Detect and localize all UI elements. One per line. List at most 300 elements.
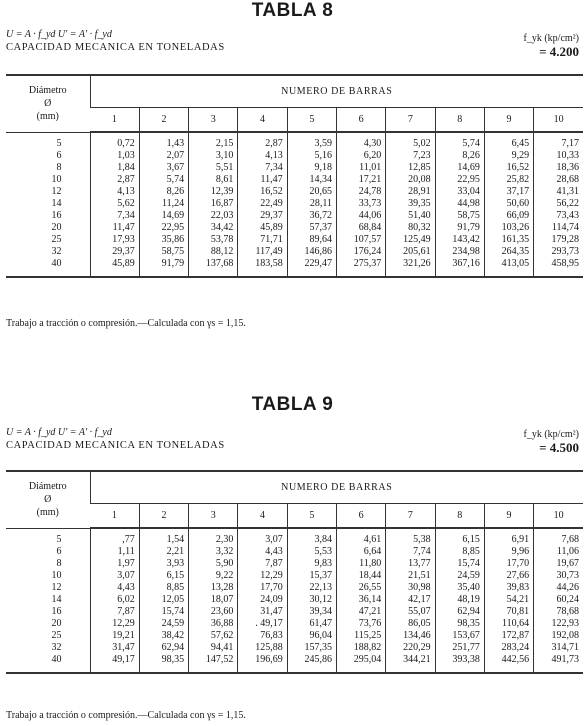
diameter-cell: 8 xyxy=(56,558,62,569)
column-header-4: 4 xyxy=(238,108,287,133)
capacity-cell: 36,14 xyxy=(336,594,385,606)
capacity-cell: 251,77 xyxy=(435,642,484,654)
capacity-cell: 5,74 xyxy=(139,174,188,186)
capacity-cell: 275,37 xyxy=(336,258,385,277)
column-header-9: 9 xyxy=(484,108,533,133)
capacity-cell: 29,37 xyxy=(238,210,287,222)
diameter-cell: 14 xyxy=(51,594,62,605)
column-header-9: 9 xyxy=(484,504,533,529)
capacity-cell: 18,07 xyxy=(189,594,238,606)
capacity-cell: 3,59 xyxy=(287,132,336,150)
capacity-cell: 57,62 xyxy=(189,630,238,642)
capacity-cell: 8,85 xyxy=(435,546,484,558)
diameter-cell: 16 xyxy=(51,210,62,221)
capacity-cell: 29,37 xyxy=(90,246,139,258)
capacity-cell: 49,17 xyxy=(90,654,139,673)
column-header-8: 8 xyxy=(435,504,484,529)
capacity-cell: 44,26 xyxy=(534,582,583,594)
column-header-6: 6 xyxy=(336,504,385,529)
capacity-cell: 1,03 xyxy=(90,150,139,162)
capacity-cell: 7,68 xyxy=(534,528,583,546)
capacity-cell: 51,40 xyxy=(386,210,435,222)
table-row xyxy=(6,132,583,150)
diameter-cell: 16 xyxy=(51,606,62,617)
table-8 xyxy=(6,74,583,278)
capacity-cell: 44,06 xyxy=(336,210,385,222)
capacity-cell: 58,75 xyxy=(139,246,188,258)
table-9-fyk-label: f_yk (kp/cm²) xyxy=(523,429,579,440)
capacity-cell: 8,85 xyxy=(139,582,188,594)
capacity-cell: 12,85 xyxy=(386,162,435,174)
capacity-cell: 19,67 xyxy=(534,558,583,570)
capacity-cell: 9,96 xyxy=(484,546,533,558)
diameter-cell: 40 xyxy=(51,654,62,665)
capacity-cell: 39,34 xyxy=(287,606,336,618)
capacity-cell: 47,21 xyxy=(336,606,385,618)
capacity-cell: 27,66 xyxy=(484,570,533,582)
capacity-cell: 15,37 xyxy=(287,570,336,582)
capacity-cell: 22,95 xyxy=(139,222,188,234)
column-header-5: 5 xyxy=(287,504,336,529)
capacity-cell: 36,88 xyxy=(189,618,238,630)
capacity-cell: 24,59 xyxy=(139,618,188,630)
column-header-10: 10 xyxy=(534,504,583,529)
capacity-cell: 42,17 xyxy=(386,594,435,606)
table-row xyxy=(6,198,583,210)
capacity-cell: 179,28 xyxy=(534,234,583,246)
capacity-cell: 0,72 xyxy=(90,132,139,150)
column-header-2: 2 xyxy=(139,108,188,133)
column-header-2: 2 xyxy=(139,504,188,529)
table-row xyxy=(6,234,583,246)
capacity-cell: 229,47 xyxy=(287,258,336,277)
capacity-cell: 16,52 xyxy=(484,162,533,174)
table-8-subtitle: CAPACIDAD MECANICA EN TONELADAS xyxy=(6,42,225,53)
column-header-1: 1 xyxy=(90,504,139,529)
capacity-cell: 22,95 xyxy=(435,174,484,186)
capacity-cell: 53,78 xyxy=(189,234,238,246)
capacity-cell: 38,42 xyxy=(139,630,188,642)
table-row xyxy=(6,258,583,277)
capacity-cell: 143,42 xyxy=(435,234,484,246)
table-row xyxy=(6,162,583,174)
diameter-cell: 20 xyxy=(51,618,62,629)
column-header-3: 3 xyxy=(189,504,238,529)
capacity-cell: 23,60 xyxy=(189,606,238,618)
capacity-cell: 192,08 xyxy=(534,630,583,642)
capacity-cell: 34,42 xyxy=(189,222,238,234)
capacity-cell: 393,38 xyxy=(435,654,484,673)
capacity-cell: 62,94 xyxy=(435,606,484,618)
capacity-cell: 5,02 xyxy=(386,132,435,150)
capacity-cell: 30,73 xyxy=(534,570,583,582)
table-row xyxy=(6,558,583,570)
capacity-cell: 367,16 xyxy=(435,258,484,277)
capacity-cell: 26,55 xyxy=(336,582,385,594)
capacity-cell: 7,74 xyxy=(386,546,435,558)
capacity-cell: 11,06 xyxy=(534,546,583,558)
capacity-cell: 1,11 xyxy=(90,546,139,558)
diameter-header-label: Diámetro xyxy=(28,85,67,97)
capacity-cell: 62,94 xyxy=(139,642,188,654)
capacity-cell: 70,81 xyxy=(484,606,533,618)
capacity-cell: 14,69 xyxy=(139,210,188,222)
capacity-cell: 5,74 xyxy=(435,132,484,150)
table-8-fyk-label: f_yk (kp/cm²) xyxy=(523,33,579,44)
capacity-cell: 115,25 xyxy=(336,630,385,642)
capacity-cell: 146,86 xyxy=(287,246,336,258)
capacity-cell: 205,61 xyxy=(386,246,435,258)
table-9-fyk-value: = 4.500 xyxy=(539,440,579,455)
capacity-cell: 5,90 xyxy=(189,558,238,570)
capacity-cell: 4,61 xyxy=(336,528,385,546)
diameter-cell: 6 xyxy=(56,546,62,557)
capacity-cell: 12,39 xyxy=(189,186,238,198)
capacity-cell: 7,87 xyxy=(90,606,139,618)
capacity-cell: 19,21 xyxy=(90,630,139,642)
capacity-cell: 22,13 xyxy=(287,582,336,594)
capacity-cell: 157,35 xyxy=(287,642,336,654)
capacity-cell: 17,70 xyxy=(238,582,287,594)
capacity-cell: 7,34 xyxy=(90,210,139,222)
capacity-cell: 8,26 xyxy=(139,186,188,198)
column-header-7: 7 xyxy=(386,504,435,529)
capacity-cell: 7,87 xyxy=(238,558,287,570)
capacity-cell: 73,76 xyxy=(336,618,385,630)
capacity-cell: 137,68 xyxy=(189,258,238,277)
capacity-cell: 71,71 xyxy=(238,234,287,246)
capacity-cell: 89,64 xyxy=(287,234,336,246)
capacity-cell: 321,26 xyxy=(386,258,435,277)
capacity-cell: 5,16 xyxy=(287,150,336,162)
capacity-cell: 33,04 xyxy=(435,186,484,198)
capacity-cell: 78,68 xyxy=(534,606,583,618)
capacity-cell: 41,31 xyxy=(534,186,583,198)
capacity-cell: 134,46 xyxy=(386,630,435,642)
capacity-cell: 4,43 xyxy=(238,546,287,558)
diameter-cell: 5 xyxy=(56,137,62,149)
capacity-cell: 17,93 xyxy=(90,234,139,246)
capacity-cell: 17,70 xyxy=(484,558,533,570)
diameter-header-label: Diámetro xyxy=(28,481,67,493)
table-9-subtitle: CAPACIDAD MECANICA EN TONELADAS xyxy=(6,440,225,451)
diameter-unit: (mm) xyxy=(36,507,59,519)
diameter-cell: 5 xyxy=(56,533,62,545)
capacity-cell: 39,83 xyxy=(484,582,533,594)
capacity-cell: 491,73 xyxy=(534,654,583,673)
capacity-cell: 55,07 xyxy=(386,606,435,618)
diameter-cell: 10 xyxy=(51,570,62,581)
capacity-cell: 54,21 xyxy=(484,594,533,606)
capacity-cell: 60,24 xyxy=(534,594,583,606)
capacity-cell: 36,72 xyxy=(287,210,336,222)
capacity-cell: 11,80 xyxy=(336,558,385,570)
capacity-cell: 61,47 xyxy=(287,618,336,630)
table-row xyxy=(6,594,583,606)
column-header-8: 8 xyxy=(435,108,484,133)
capacity-cell: 66,09 xyxy=(484,210,533,222)
table-8-fyk-value: = 4.200 xyxy=(539,44,579,59)
capacity-cell: 117,49 xyxy=(238,246,287,258)
capacity-cell: 234,98 xyxy=(435,246,484,258)
capacity-cell: 3,84 xyxy=(287,528,336,546)
capacity-cell: 4,13 xyxy=(238,150,287,162)
table-8-note: Trabajo a tracción o compresión.—Calculada con γs = 1,15. xyxy=(6,318,246,329)
capacity-cell: 107,57 xyxy=(336,234,385,246)
table-row xyxy=(6,606,583,618)
capacity-cell: 8,61 xyxy=(189,174,238,186)
capacity-cell: 3,07 xyxy=(90,570,139,582)
table-row xyxy=(6,222,583,234)
column-header-5: 5 xyxy=(287,108,336,133)
table-row xyxy=(6,546,583,558)
capacity-cell: 96,04 xyxy=(287,630,336,642)
capacity-cell: 3,32 xyxy=(189,546,238,558)
capacity-cell: 2,87 xyxy=(90,174,139,186)
table-row xyxy=(6,654,583,673)
capacity-cell: 4,43 xyxy=(90,582,139,594)
capacity-cell: 28,11 xyxy=(287,198,336,210)
diameter-cell: 12 xyxy=(51,186,62,197)
table-row xyxy=(6,582,583,594)
capacity-cell: 5,51 xyxy=(189,162,238,174)
capacity-cell: ,77 xyxy=(90,528,139,546)
capacity-cell: 45,89 xyxy=(238,222,287,234)
capacity-cell: 57,37 xyxy=(287,222,336,234)
capacity-cell: 33,73 xyxy=(336,198,385,210)
capacity-cell: 48,19 xyxy=(435,594,484,606)
capacity-cell: 6,20 xyxy=(336,150,385,162)
capacity-cell: 6,15 xyxy=(435,528,484,546)
capacity-cell: 22,49 xyxy=(238,198,287,210)
capacity-cell: 2,15 xyxy=(189,132,238,150)
capacity-cell: 9,29 xyxy=(484,150,533,162)
capacity-cell: 6,91 xyxy=(484,528,533,546)
table-9-note: Trabajo a tracción o compresión.—Calculada con γs = 1,15. xyxy=(6,710,246,721)
capacity-cell: 1,97 xyxy=(90,558,139,570)
capacity-cell: 7,23 xyxy=(386,150,435,162)
diameter-cell: 32 xyxy=(51,246,62,257)
capacity-cell: 161,35 xyxy=(484,234,533,246)
capacity-cell: 37,17 xyxy=(484,186,533,198)
capacity-cell: 18,44 xyxy=(336,570,385,582)
column-header-1: 1 xyxy=(90,108,139,133)
capacity-cell: 176,24 xyxy=(336,246,385,258)
table-row xyxy=(6,528,583,546)
capacity-cell: 86,05 xyxy=(386,618,435,630)
capacity-cell: 2,21 xyxy=(139,546,188,558)
capacity-cell: 5,53 xyxy=(287,546,336,558)
capacity-cell: 114,74 xyxy=(534,222,583,234)
capacity-cell: 11,01 xyxy=(336,162,385,174)
capacity-cell: 458,95 xyxy=(534,258,583,277)
column-header-3: 3 xyxy=(189,108,238,133)
capacity-cell: 16,52 xyxy=(238,186,287,198)
capacity-cell: 220,29 xyxy=(386,642,435,654)
capacity-cell: 25,82 xyxy=(484,174,533,186)
table-row xyxy=(6,570,583,582)
diameter-cell: 6 xyxy=(56,150,62,161)
capacity-cell: 24,78 xyxy=(336,186,385,198)
capacity-cell: 35,86 xyxy=(139,234,188,246)
table-8-formula: U = A · f_yd U' = A' · f_yd xyxy=(6,29,112,40)
table-row xyxy=(6,630,583,642)
capacity-cell: 91,79 xyxy=(435,222,484,234)
diameter-cell: 10 xyxy=(51,174,62,185)
capacity-cell: 314,71 xyxy=(534,642,583,654)
capacity-cell: 2,87 xyxy=(238,132,287,150)
capacity-cell: 58,75 xyxy=(435,210,484,222)
capacity-cell: 94,41 xyxy=(189,642,238,654)
capacity-cell: 35,40 xyxy=(435,582,484,594)
capacity-cell: 39,35 xyxy=(386,198,435,210)
table-9-title: TABLA 9 xyxy=(251,394,334,415)
capacity-cell: 3,07 xyxy=(238,528,287,546)
capacity-cell: 12,29 xyxy=(90,618,139,630)
capacity-cell: 4,13 xyxy=(90,186,139,198)
capacity-cell: 11,24 xyxy=(139,198,188,210)
diameter-cell: 14 xyxy=(51,198,62,209)
diameter-header xyxy=(6,471,90,528)
capacity-cell: 110,64 xyxy=(484,618,533,630)
capacity-cell: 9,83 xyxy=(287,558,336,570)
capacity-cell: 28,68 xyxy=(534,174,583,186)
capacity-cell: 24,59 xyxy=(435,570,484,582)
capacity-cell: 7,34 xyxy=(238,162,287,174)
diameter-cell: 12 xyxy=(51,582,62,593)
table-row xyxy=(6,210,583,222)
diameter-unit: (mm) xyxy=(36,111,59,123)
capacity-cell: 14,34 xyxy=(287,174,336,186)
capacity-cell: 442,56 xyxy=(484,654,533,673)
table-row xyxy=(6,618,583,630)
capacity-cell: 80,32 xyxy=(386,222,435,234)
capacity-cell: 3,10 xyxy=(189,150,238,162)
capacity-cell: 8,26 xyxy=(435,150,484,162)
capacity-cell: 125,88 xyxy=(238,642,287,654)
capacity-cell: 2,07 xyxy=(139,150,188,162)
capacity-cell: 344,21 xyxy=(386,654,435,673)
capacity-cell: 28,91 xyxy=(386,186,435,198)
capacity-cell: 18,36 xyxy=(534,162,583,174)
table-8-title: TABLA 8 xyxy=(251,0,334,21)
capacity-cell: 68,84 xyxy=(336,222,385,234)
capacity-cell: 12,29 xyxy=(238,570,287,582)
capacity-cell: 24,09 xyxy=(238,594,287,606)
capacity-cell: 122,93 xyxy=(534,618,583,630)
bar-count-header: NUMERO DE BARRAS xyxy=(90,75,583,108)
diameter-cell: 20 xyxy=(51,222,62,233)
table-row xyxy=(6,174,583,186)
capacity-cell: 44,98 xyxy=(435,198,484,210)
capacity-cell: 31,47 xyxy=(90,642,139,654)
table-row xyxy=(6,150,583,162)
capacity-cell: 1,84 xyxy=(90,162,139,174)
capacity-cell: 283,24 xyxy=(484,642,533,654)
capacity-cell: 6,02 xyxy=(90,594,139,606)
capacity-cell: . 49,17 xyxy=(238,618,287,630)
capacity-cell: 15,74 xyxy=(139,606,188,618)
capacity-cell: 295,04 xyxy=(336,654,385,673)
capacity-cell: 98,35 xyxy=(139,654,188,673)
column-header-4: 4 xyxy=(238,504,287,529)
diameter-cell: 25 xyxy=(51,234,62,245)
table-9 xyxy=(6,470,583,674)
capacity-cell: 413,05 xyxy=(484,258,533,277)
capacity-cell: 11,47 xyxy=(238,174,287,186)
capacity-cell: 3,93 xyxy=(139,558,188,570)
column-header-10: 10 xyxy=(534,108,583,133)
capacity-cell: 2,30 xyxy=(189,528,238,546)
capacity-cell: 10,33 xyxy=(534,150,583,162)
capacity-cell: 11,47 xyxy=(90,222,139,234)
capacity-cell: 45,89 xyxy=(90,258,139,277)
capacity-cell: 4,30 xyxy=(336,132,385,150)
capacity-cell: 1,43 xyxy=(139,132,188,150)
capacity-cell: 3,67 xyxy=(139,162,188,174)
capacity-cell: 5,38 xyxy=(386,528,435,546)
capacity-cell: 196,69 xyxy=(238,654,287,673)
capacity-cell: 21,51 xyxy=(386,570,435,582)
table-row xyxy=(6,186,583,198)
capacity-cell: 15,74 xyxy=(435,558,484,570)
diameter-symbol: Ø xyxy=(44,98,52,110)
capacity-cell: 22,03 xyxy=(189,210,238,222)
capacity-cell: 31,47 xyxy=(238,606,287,618)
table-row xyxy=(6,246,583,258)
capacity-cell: 20,08 xyxy=(386,174,435,186)
diameter-symbol: Ø xyxy=(44,494,52,506)
capacity-cell: 125,49 xyxy=(386,234,435,246)
capacity-cell: 13,77 xyxy=(386,558,435,570)
capacity-cell: 293,73 xyxy=(534,246,583,258)
capacity-cell: 16,87 xyxy=(189,198,238,210)
capacity-cell: 30,12 xyxy=(287,594,336,606)
capacity-cell: 98,35 xyxy=(435,618,484,630)
capacity-cell: 9,22 xyxy=(189,570,238,582)
capacity-cell: 9,18 xyxy=(287,162,336,174)
capacity-cell: 103,26 xyxy=(484,222,533,234)
diameter-header xyxy=(6,75,90,132)
capacity-cell: 5,62 xyxy=(90,198,139,210)
capacity-cell: 12,05 xyxy=(139,594,188,606)
column-header-6: 6 xyxy=(336,108,385,133)
capacity-cell: 14,69 xyxy=(435,162,484,174)
capacity-cell: 264,35 xyxy=(484,246,533,258)
capacity-cell: 73,43 xyxy=(534,210,583,222)
capacity-cell: 188,82 xyxy=(336,642,385,654)
capacity-cell: 6,64 xyxy=(336,546,385,558)
capacity-cell: 6,15 xyxy=(139,570,188,582)
diameter-cell: 40 xyxy=(51,258,62,269)
capacity-cell: 13,28 xyxy=(189,582,238,594)
table-row xyxy=(6,642,583,654)
diameter-cell: 8 xyxy=(56,162,62,173)
capacity-cell: 91,79 xyxy=(139,258,188,277)
capacity-cell: 153,67 xyxy=(435,630,484,642)
capacity-cell: 76,83 xyxy=(238,630,287,642)
capacity-cell: 50,60 xyxy=(484,198,533,210)
capacity-cell: 17,21 xyxy=(336,174,385,186)
capacity-cell: 245,86 xyxy=(287,654,336,673)
diameter-cell: 32 xyxy=(51,642,62,653)
capacity-cell: 172,87 xyxy=(484,630,533,642)
capacity-cell: 88,12 xyxy=(189,246,238,258)
diameter-cell: 25 xyxy=(51,630,62,641)
capacity-cell: 20,65 xyxy=(287,186,336,198)
table-9-formula: U = A · f_yd U' = A' · f_yd xyxy=(6,427,112,438)
capacity-cell: 56,22 xyxy=(534,198,583,210)
